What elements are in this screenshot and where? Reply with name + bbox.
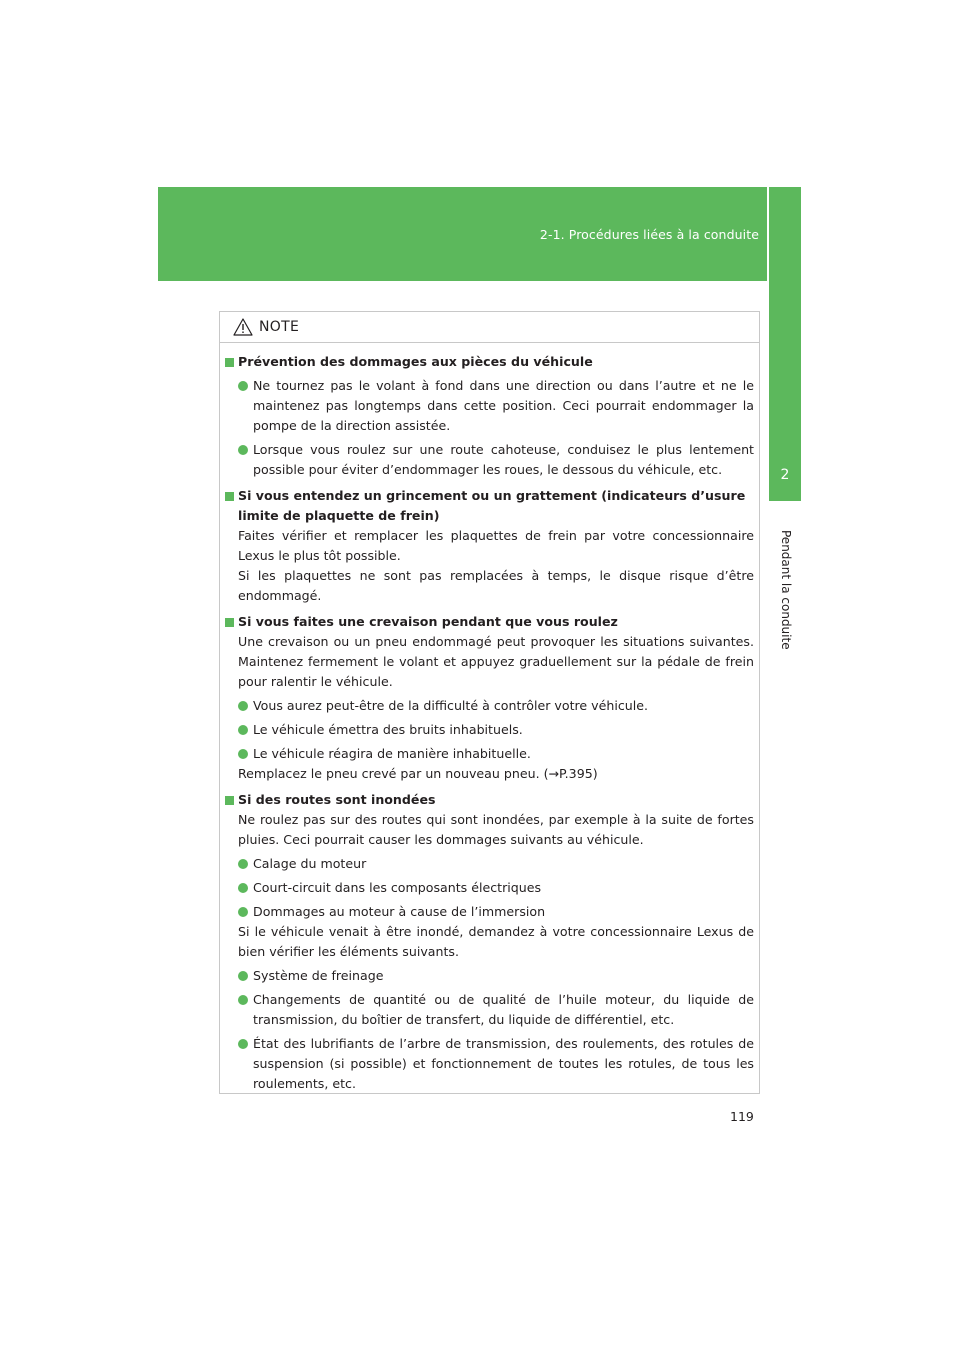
warning-icon: [233, 318, 253, 336]
section-title: Si vous faites une crevaison pendant que vous roulez: [225, 612, 754, 632]
dot-bullet-icon: [238, 1039, 248, 1049]
note-label: NOTE: [259, 319, 300, 335]
side-tab-label-area: [769, 530, 801, 680]
side-tab: [769, 281, 801, 501]
bullet-item: Court-circuit dans les composants électriques: [225, 878, 754, 898]
dot-bullet-icon: [238, 859, 248, 869]
section-title: Prévention des dommages aux pièces du véhicule: [225, 352, 754, 372]
square-bullet-icon: [225, 796, 234, 805]
note-section: [225, 486, 754, 606]
bullet-item: Changements de quantité ou de qualité de l’huile moteur, du liquide de transmission, du boîtier de transfert, du liquide de différentiel, etc.: [225, 990, 754, 1030]
square-bullet-icon: [225, 618, 234, 627]
square-bullet-icon: [225, 492, 234, 501]
bullet-list: [225, 966, 754, 1094]
square-bullet-icon: [225, 358, 234, 367]
side-band-top: [769, 187, 801, 281]
bullet-item: Le véhicule réagira de manière inhabituelle.: [225, 744, 754, 764]
note-box: [219, 311, 760, 1094]
bullet-item: État des lubrifiants de l’arbre de transmission, des roulements, des rotules de suspension (si possible) et fonctionnement de toutes les rotules, de tous les roulements, etc.: [225, 1034, 754, 1094]
bullet-item: Ne tournez pas le volant à fond dans une direction ou dans l’autre et ne le maintenez pas longtemps dans cette position. Ceci pourrait endommager la pompe de la direction assistée.: [225, 376, 754, 436]
dot-bullet-icon: [238, 907, 248, 917]
bullet-item: Calage du moteur: [225, 854, 754, 874]
bullet-list: [225, 696, 754, 764]
bullet-item: Dommages au moteur à cause de l’immersion: [225, 902, 754, 922]
note-section: [225, 612, 754, 784]
dot-bullet-icon: [238, 971, 248, 981]
bullet-list: [225, 854, 754, 922]
page-number: 119: [730, 1109, 754, 1124]
dot-bullet-icon: [238, 749, 248, 759]
section-paragraph: Faites vérifier et remplacer les plaquettes de frein par votre concessionnaire Lexus le plus tôt possible.: [238, 528, 754, 563]
section-paragraph: Ne roulez pas sur des routes qui sont inondées, par exemple à la suite de fortes pluies. Ceci pourrait causer les dommages suivants au véhicule.: [238, 812, 754, 847]
chapter-title: 2-1. Procédures liées à la conduite: [539, 227, 759, 242]
bullet-item: Lorsque vous roulez sur une route cahoteuse, conduisez le plus lentement possible pour éviter d’endommager les roues, le dessous du véhicule, etc.: [225, 440, 754, 480]
bullet-item: Le véhicule émettra des bruits inhabituels.: [225, 720, 754, 740]
note-section: [225, 352, 754, 480]
dot-bullet-icon: [238, 445, 248, 455]
note-content: [225, 352, 754, 1100]
note-section: [225, 790, 754, 1094]
dot-bullet-icon: [238, 725, 248, 735]
section-paragraph: Une crevaison ou un pneu endommagé peut provoquer les situations suivantes. Maintenez fermement le volant et appuyez graduellement sur la pédale de frein pour ralentir le véhicule.: [238, 634, 754, 689]
header-band: [158, 187, 767, 281]
section-paragraph: Si le véhicule venait à être inondé, demandez à votre concessionnaire Lexus de bien vérifier les éléments suivants.: [238, 924, 754, 959]
dot-bullet-icon: [238, 883, 248, 893]
section-paragraph: Remplacez le pneu crevé par un nouveau pneu. (→P.395): [238, 766, 598, 781]
section-title: Si vous entendez un grincement ou un grattement (indicateurs d’usure limite de plaquette de frein): [225, 486, 754, 526]
dot-bullet-icon: [238, 995, 248, 1005]
dot-bullet-icon: [238, 701, 248, 711]
bullet-item: Vous aurez peut-être de la difficulté à contrôler votre véhicule.: [225, 696, 754, 716]
side-tab-label: Pendant la conduite: [779, 530, 793, 650]
section-paragraph: Si les plaquettes ne sont pas remplacées à temps, le disque risque d’être endommagé.: [238, 568, 754, 603]
dot-bullet-icon: [238, 381, 248, 391]
bullet-item: Système de freinage: [225, 966, 754, 986]
side-tab-number: 2: [780, 467, 790, 483]
note-header: [220, 312, 759, 343]
section-title: Si des routes sont inondées: [225, 790, 754, 810]
